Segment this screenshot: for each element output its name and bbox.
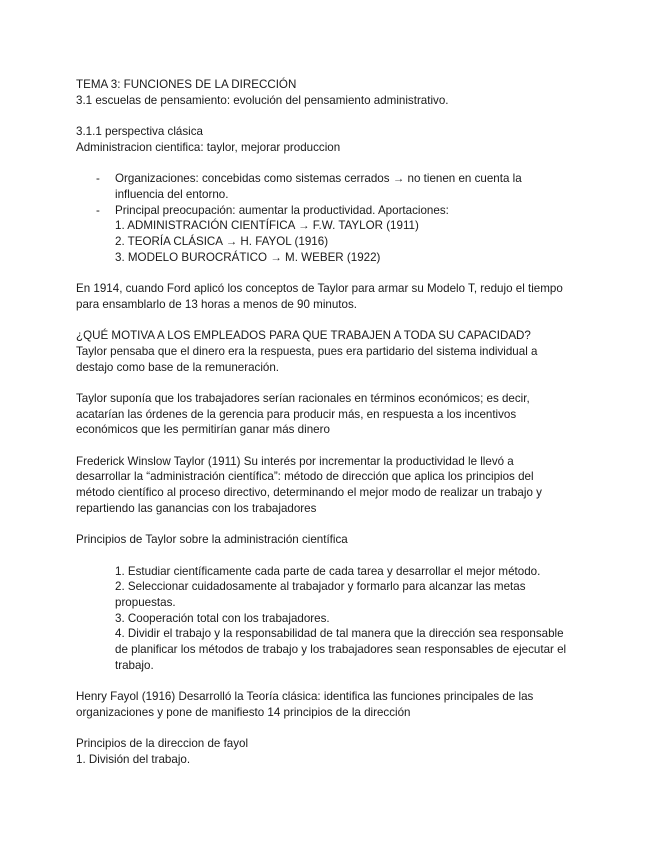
- bullet-dash: -: [96, 203, 100, 217]
- principles-heading: Principios de la direccion de fayol: [76, 737, 249, 751]
- bullet-item: [76, 171, 576, 202]
- bullet-line: 2. TEORÍA CLÁSICA → H. FAYOL (1916): [115, 235, 329, 248]
- section-intro: Administracion cientifica: taylor, mejorar produccion: [76, 140, 341, 154]
- spacer: [76, 674, 576, 690]
- principle-line: propuestas.: [115, 596, 176, 610]
- spacer: [76, 108, 576, 124]
- paragraph-line: para ensamblarlo de 13 horas a menos de 90 minutos.: [76, 297, 357, 311]
- spacer: [76, 517, 576, 533]
- paragraph-line: método científico al proceso directivo, determinando el mejor modo de realizar un trabajo y: [76, 486, 542, 500]
- section-heading: 3.1.1 perspectiva clásica: [76, 125, 203, 139]
- bullet-item: [76, 203, 576, 266]
- paragraph-line: acatarían las órdenes de la gerencia para producir más, en respuesta a los incentivos: [76, 407, 517, 421]
- question-heading: ¿QUÉ MOTIVA A LOS EMPLEADOS PARA QUE TRABAJEN A TODA SU CAPACIDAD?: [76, 329, 531, 343]
- paragraph-line: organizaciones y pone de manifiesto 14 principios de la dirección: [76, 705, 411, 719]
- paragraph-line: Henry Fayol (1916) Desarrolló la Teoría clásica: identifica las funciones principales de las: [76, 690, 534, 704]
- paragraph-line: Frederick Winslow Taylor (1911) Su interés por incrementar la productividad le llevó a: [76, 454, 514, 468]
- document-title: TEMA 3: FUNCIONES DE LA DIRECCIÓN: [76, 78, 297, 91]
- principle-line: 2. Seleccionar cuidadosamente al trabajador y formarlo para alcanzar las metas: [115, 580, 526, 594]
- bullet-line: influencia del entorno.: [115, 187, 229, 201]
- bullet-line: 3. MODELO BUROCRÁTICO → M. WEBER (1922): [115, 250, 381, 264]
- spacer: [76, 313, 576, 329]
- principle-line: 1. Estudiar científicamente cada parte de cada tarea y desarrollar el mejor método.: [115, 564, 541, 578]
- document-page: [76, 77, 576, 768]
- bullet-dash: -: [96, 172, 100, 186]
- spacer: [76, 375, 576, 391]
- spacer: [76, 548, 576, 564]
- paragraph-line: económicos que les permitirían ganar más dinero: [76, 423, 330, 437]
- bullet-line: Principal preocupación: aumentar la productividad. Aportaciones:: [115, 203, 449, 217]
- document-subtitle: 3.1 escuelas de pensamiento: evolución del pensamiento administrativo.: [76, 93, 449, 107]
- bullet-line: 1. ADMINISTRACIÓN CIENTÍFICA → F.W. TAYLOR (1911): [115, 219, 419, 233]
- principle-line: 3. Cooperación total con los trabajadores.: [115, 611, 330, 625]
- spacer: [76, 721, 576, 737]
- paragraph-line: En 1914, cuando Ford aplicó los conceptos de Taylor para armar su Modelo T, redujo el tiempo: [76, 282, 563, 296]
- principle-line: trabajo.: [115, 658, 154, 672]
- paragraph-line: repartiendo las ganancias con los trabajadores: [76, 501, 317, 515]
- spacer: [76, 156, 576, 172]
- spacer: [76, 438, 576, 454]
- paragraph-line: Taylor suponía que los trabajadores serían racionales en términos económicos; es decir,: [76, 391, 530, 405]
- paragraph-line: Taylor pensaba que el dinero era la respuesta, pues era partidario del sistema individual a: [76, 344, 538, 358]
- paragraph-line: destajo como base de la remuneración.: [76, 360, 280, 374]
- taylor-principles-list: [76, 564, 576, 674]
- bullet-line: Organizaciones: concebidas como sistemas cerrados → no tienen en cuenta la: [115, 172, 522, 186]
- principles-heading: Principios de Taylor sobre la administración científica: [76, 533, 348, 547]
- principle-line: 1. División del trabajo.: [76, 753, 191, 767]
- paragraph-line: desarrollar la “administración científica”: método de dirección que aplica los principios del: [76, 470, 534, 484]
- bullet-list: [76, 171, 576, 265]
- principle-line: 4. Dividir el trabajo y la responsabilidad de tal manera que la dirección sea responsable: [115, 627, 564, 641]
- principle-line: de planificar los métodos de trabajo y los trabajadores sean responsables de ejecutar el: [115, 643, 567, 657]
- spacer: [76, 265, 576, 281]
